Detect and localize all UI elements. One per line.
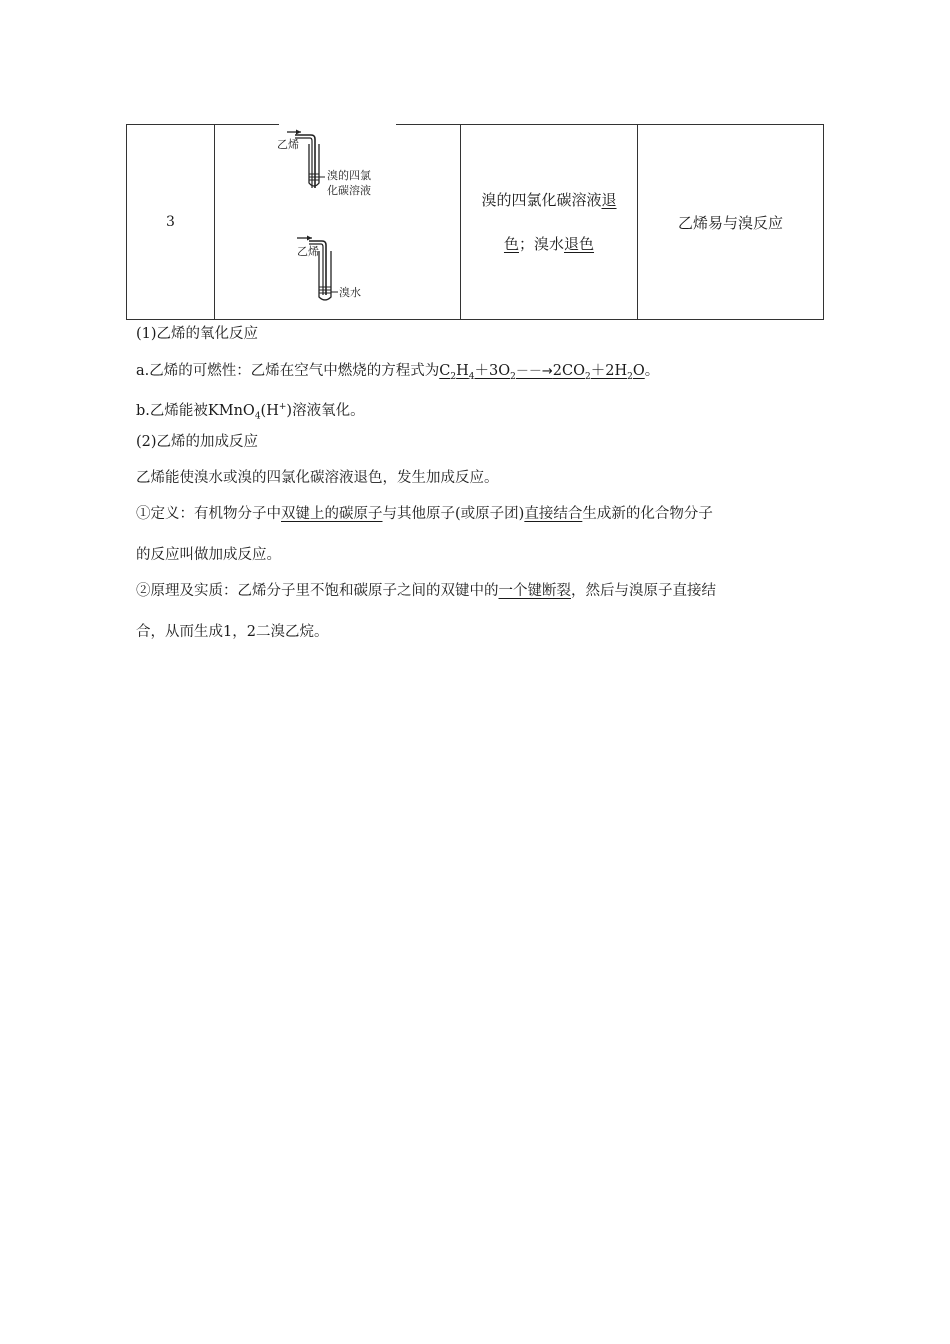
conclusion-text: 乙烯易与溴反应 xyxy=(677,213,783,232)
principle-line: ②原理及实质：乙烯分子里不饱和碳原子之间的双键中的一个键断裂，然后与溴原子直接结 xyxy=(136,583,716,599)
table-border-gap xyxy=(279,121,396,126)
principle-line-cont: 合，从而生成1，2二溴乙烷。 xyxy=(136,624,329,640)
experiment-table xyxy=(126,124,824,320)
apparatus-diagram-cell xyxy=(215,125,461,320)
conclusion-cell xyxy=(638,125,824,320)
kmno4-line: b.乙烯能被KMnO$_4$(H+)溶液氧化。 xyxy=(136,402,365,422)
row-number: 3 xyxy=(127,125,215,320)
tube1-liquid-label-2: 化碳溶液 xyxy=(327,184,371,197)
heading-oxidation: (1)乙烯的氧化反应 xyxy=(136,326,259,342)
tube2-gas-label: 乙烯 xyxy=(297,245,319,258)
apparatus-diagram xyxy=(215,125,460,321)
phenomenon-text: 溴的四氯化碳溶液退 色；溴水退色 xyxy=(481,191,617,253)
phenomenon-cell xyxy=(461,125,638,320)
definition-line: ①定义：有机物分子中双键上的碳原子与其他原子(或原子团)直接结合生成新的化合物分子 xyxy=(136,506,713,522)
definition-line-cont: 的反应叫做加成反应。 xyxy=(136,547,281,563)
tube2-liquid-label: 溴水 xyxy=(339,286,361,299)
combustion-line: a.乙烯的可燃性：乙烯在空气中燃烧的方程式为$C_2H_4+3O_2--\to 2CO_2+2H_2O$。 xyxy=(136,363,660,382)
tube1-gas-label: 乙烯 xyxy=(277,138,299,151)
table-row xyxy=(127,125,824,320)
heading-addition: (2)乙烯的加成反应 xyxy=(136,434,259,450)
combustion-equation: $C_2H_4+3O_2--\to 2CO_2+2H_2O$ xyxy=(439,363,645,382)
addition-intro-line: 乙烯能使溴水或溴的四氯化碳溶液退色，发生加成反应。 xyxy=(136,470,499,486)
tube1-liquid-label-1: 溴的四氯 xyxy=(327,169,371,182)
